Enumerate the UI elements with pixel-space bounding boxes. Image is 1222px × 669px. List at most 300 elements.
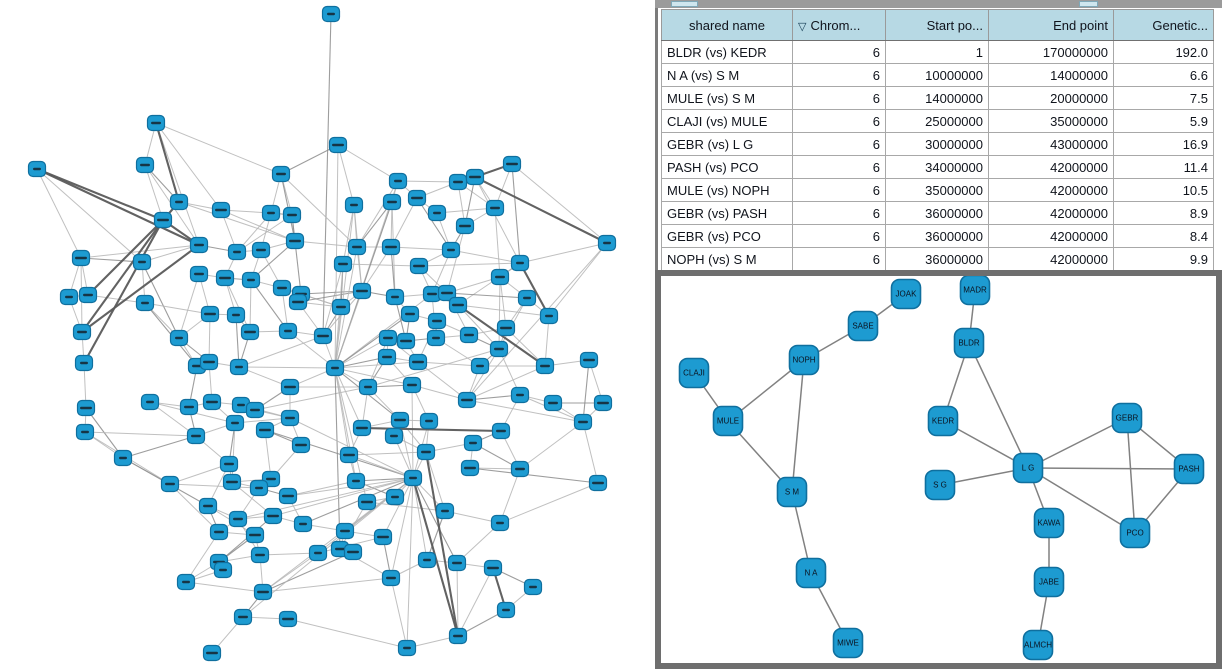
- network-node[interactable]: [263, 206, 280, 221]
- network-node[interactable]: [581, 353, 598, 368]
- network-edge: [520, 422, 583, 469]
- network-node[interactable]: [418, 445, 435, 460]
- network-node[interactable]: [485, 561, 502, 576]
- node-label: [597, 402, 609, 404]
- node-label: [583, 359, 595, 361]
- network-node[interactable]: [224, 475, 241, 490]
- node-label: [194, 244, 204, 246]
- network-node[interactable]: [512, 256, 529, 271]
- network-node[interactable]: [599, 236, 616, 251]
- network-node[interactable]: [379, 350, 396, 365]
- scrollbar-thumb[interactable]: [671, 1, 698, 7]
- network-node[interactable]: [354, 421, 371, 436]
- cell-genetic: 16.9: [1114, 133, 1214, 156]
- network-node[interactable]: [273, 167, 290, 182]
- node-label: [502, 609, 510, 611]
- network-node[interactable]: [465, 436, 482, 451]
- network-node[interactable]: [487, 201, 504, 216]
- node-label: [548, 402, 558, 404]
- node-label: [432, 320, 442, 322]
- cell-genetic: 7.5: [1114, 87, 1214, 110]
- node-label: [487, 567, 499, 569]
- network-node[interactable]: [545, 396, 562, 411]
- network-node[interactable]: [188, 429, 205, 444]
- network-node[interactable]: [386, 429, 403, 444]
- network-node[interactable]: [327, 361, 344, 376]
- cell-start-position: 1: [886, 41, 989, 64]
- cell-shared-name: GEBR (vs) PCO: [662, 225, 793, 248]
- network-node[interactable]: [310, 546, 327, 561]
- network-node[interactable]: [247, 403, 264, 418]
- network-node[interactable]: [287, 234, 304, 249]
- network-node[interactable]: [265, 509, 282, 524]
- network-edge: [37, 169, 163, 220]
- node-label: SABE: [852, 321, 874, 331]
- table-row[interactable]: [662, 87, 1214, 110]
- network-node[interactable]: [392, 413, 409, 428]
- network-edge[interactable]: [969, 343, 1028, 468]
- node-label: [412, 361, 424, 363]
- network-edge: [145, 165, 163, 220]
- network-node[interactable]: [148, 116, 165, 131]
- node-label: [80, 407, 92, 409]
- table-header-row: [662, 10, 1214, 41]
- cell-shared-name: MULE (vs) NOPH: [662, 179, 793, 202]
- network-edge: [467, 243, 607, 400]
- network-node[interactable]: [345, 545, 362, 560]
- network-edge: [292, 215, 301, 294]
- cell-start-position: 36000000: [886, 225, 989, 248]
- network-node-SG[interactable]: [926, 471, 955, 500]
- node-label: [267, 515, 279, 517]
- table-row[interactable]: [662, 110, 1214, 133]
- node-label: [413, 265, 425, 267]
- network-node[interactable]: [235, 610, 252, 625]
- network-node[interactable]: [227, 416, 244, 431]
- cell-shared-name: BLDR (vs) KEDR: [662, 41, 793, 64]
- node-label: [495, 276, 505, 278]
- network-node-MADR[interactable]: [961, 276, 990, 305]
- table-row[interactable]: [662, 202, 1214, 225]
- network-node[interactable]: [429, 314, 446, 329]
- network-node[interactable]: [359, 495, 376, 510]
- node-label: CLAJI: [683, 368, 705, 378]
- network-node[interactable]: [155, 213, 172, 228]
- table-row[interactable]: [662, 179, 1214, 202]
- network-node[interactable]: [383, 571, 400, 586]
- node-label: [157, 219, 169, 221]
- network-node[interactable]: [493, 424, 510, 439]
- cell-shared-name: N A (vs) S M: [662, 64, 793, 87]
- network-node[interactable]: [274, 281, 291, 296]
- network-node-LG[interactable]: [1014, 454, 1043, 483]
- network-node[interactable]: [74, 325, 91, 340]
- cell-shared-name: GEBR (vs) PASH: [662, 202, 793, 225]
- network-node[interactable]: [341, 448, 358, 463]
- network-node[interactable]: [115, 451, 132, 466]
- network-node[interactable]: [450, 175, 467, 190]
- network-edge: [475, 177, 520, 263]
- network-node[interactable]: [429, 206, 446, 221]
- network-node[interactable]: [201, 355, 218, 370]
- cell-shared-name: GEBR (vs) L G: [662, 133, 793, 156]
- network-node[interactable]: [387, 290, 404, 305]
- splitter-handle[interactable]: [1079, 1, 1098, 7]
- network-node[interactable]: [428, 331, 445, 346]
- network-node[interactable]: [137, 296, 154, 311]
- network-node[interactable]: [73, 251, 90, 266]
- network-node[interactable]: [142, 395, 159, 410]
- column-header-start-position[interactable]: Start po...: [886, 10, 989, 41]
- network-node[interactable]: [191, 238, 208, 253]
- node-label: [409, 477, 417, 479]
- node-label: [464, 467, 476, 469]
- network-node[interactable]: [252, 548, 269, 563]
- network-node[interactable]: [242, 325, 259, 340]
- node-label: [578, 421, 588, 423]
- network-node[interactable]: [402, 307, 419, 322]
- cell-chromosome: 6: [793, 64, 886, 87]
- network-node-PASH[interactable]: [1175, 455, 1204, 484]
- column-header-shared-name[interactable]: shared name: [662, 10, 793, 41]
- network-node[interactable]: [349, 240, 366, 255]
- cell-start-position: 36000000: [886, 248, 989, 271]
- node-label: [447, 249, 455, 251]
- network-node-JOAK[interactable]: [892, 280, 921, 309]
- node-label: [338, 263, 348, 265]
- node-label: [140, 164, 150, 166]
- network-node-CLAJI[interactable]: [680, 359, 709, 388]
- network-node[interactable]: [181, 400, 198, 415]
- network-node[interactable]: [243, 273, 260, 288]
- network-node[interactable]: [409, 191, 426, 206]
- column-header-chromosome[interactable]: ▽ Chrom...: [793, 10, 886, 41]
- network-node[interactable]: [354, 284, 371, 299]
- column-header-end-point[interactable]: End point: [989, 10, 1114, 41]
- node-label: [391, 296, 399, 298]
- node-label: [255, 487, 263, 489]
- network-node[interactable]: [492, 270, 509, 285]
- network-node-MULE[interactable]: [714, 407, 743, 436]
- network-node-SABE[interactable]: [849, 312, 878, 341]
- node-label: [377, 536, 389, 538]
- network-node[interactable]: [323, 7, 340, 22]
- network-node[interactable]: [525, 580, 542, 595]
- node-label: [282, 618, 294, 620]
- network-node[interactable]: [595, 396, 612, 411]
- network-node-PCO[interactable]: [1121, 519, 1150, 548]
- node-label: [285, 417, 295, 419]
- network-node[interactable]: [213, 203, 230, 218]
- table-row[interactable]: [662, 248, 1214, 271]
- network-node[interactable]: [230, 512, 247, 527]
- network-node[interactable]: [398, 334, 415, 349]
- network-edge: [470, 468, 598, 483]
- network-node[interactable]: [204, 646, 221, 661]
- node-label: [244, 331, 256, 333]
- network-node-SM[interactable]: [778, 478, 807, 507]
- edge-attribute-table: [661, 9, 1214, 271]
- node-label: [235, 366, 243, 368]
- network-edge: [451, 250, 520, 263]
- node-label: [65, 296, 73, 298]
- network-node[interactable]: [575, 415, 592, 430]
- panel-divider: [655, 8, 658, 270]
- network-node[interactable]: [467, 170, 484, 185]
- network-node[interactable]: [191, 267, 208, 282]
- node-label: [453, 635, 463, 637]
- node-label: [75, 257, 87, 259]
- network-node[interactable]: [134, 255, 151, 270]
- filter-icon[interactable]: ▽: [798, 20, 807, 33]
- network-edge: [419, 263, 520, 266]
- network-node-ALMCH[interactable]: [1024, 631, 1053, 660]
- network-node-NA[interactable]: [797, 559, 826, 588]
- network-node[interactable]: [295, 517, 312, 532]
- network-node-NOPH[interactable]: [790, 346, 819, 375]
- network-node[interactable]: [162, 477, 179, 492]
- network-node[interactable]: [211, 525, 228, 540]
- network-node[interactable]: [421, 414, 438, 429]
- network-node[interactable]: [215, 563, 232, 578]
- network-edge: [495, 208, 500, 277]
- network-node[interactable]: [384, 195, 401, 210]
- network-node[interactable]: [171, 195, 188, 210]
- network-edge[interactable]: [1127, 418, 1135, 533]
- node-label: NOPH: [792, 355, 816, 365]
- network-node[interactable]: [405, 471, 422, 486]
- network-node[interactable]: [383, 240, 400, 255]
- node-label: [224, 463, 234, 465]
- node-label: [327, 13, 335, 15]
- node-label: [476, 365, 484, 367]
- cell-genetic: 6.6: [1114, 64, 1214, 87]
- node-label: [343, 454, 355, 456]
- network-node[interactable]: [504, 157, 521, 172]
- table-row[interactable]: [662, 225, 1214, 248]
- network-node[interactable]: [255, 585, 272, 600]
- network-node[interactable]: [512, 462, 529, 477]
- node-label: [80, 362, 88, 364]
- network-node[interactable]: [335, 257, 352, 272]
- network-edge: [37, 169, 81, 258]
- cell-chromosome: 6: [793, 202, 886, 225]
- table-row[interactable]: [662, 41, 1214, 64]
- network-node[interactable]: [462, 461, 479, 476]
- node-label: [386, 577, 396, 579]
- node-label: [206, 401, 218, 403]
- network-edge: [458, 568, 493, 636]
- node-label: [233, 251, 241, 253]
- node-label: MIWE: [837, 638, 859, 648]
- node-label: [432, 337, 440, 339]
- network-node[interactable]: [437, 504, 454, 519]
- cell-end-point: 35000000: [989, 110, 1114, 133]
- network-node[interactable]: [77, 425, 94, 440]
- node-label: [421, 451, 431, 453]
- network-node-JABE[interactable]: [1035, 568, 1064, 597]
- node-label: [175, 337, 183, 339]
- network-node[interactable]: [419, 553, 436, 568]
- network-node[interactable]: [541, 309, 558, 324]
- network-node[interactable]: [253, 243, 270, 258]
- network-node[interactable]: [410, 355, 427, 370]
- network-node[interactable]: [457, 219, 474, 234]
- network-node[interactable]: [450, 629, 467, 644]
- network-node[interactable]: [498, 321, 515, 336]
- network-node[interactable]: [171, 331, 188, 346]
- node-label: [331, 367, 339, 369]
- node-label: S M: [784, 487, 800, 497]
- cell-end-point: 43000000: [989, 133, 1114, 156]
- network-node[interactable]: [280, 612, 297, 627]
- network-node[interactable]: [251, 481, 268, 496]
- network-edge: [343, 264, 419, 266]
- table-row[interactable]: [662, 64, 1214, 87]
- cell-shared-name: CLAJI (vs) MULE: [662, 110, 793, 133]
- network-node[interactable]: [137, 158, 154, 173]
- network-node[interactable]: [280, 489, 297, 504]
- network-node[interactable]: [491, 342, 508, 357]
- node-label: [266, 478, 276, 480]
- network-node[interactable]: [450, 298, 467, 313]
- network-edge: [335, 368, 362, 428]
- node-label: [219, 569, 227, 571]
- network-node[interactable]: [221, 457, 238, 472]
- network-node[interactable]: [399, 641, 416, 656]
- cell-end-point: 42000000: [989, 225, 1114, 248]
- network-node[interactable]: [247, 528, 264, 543]
- node-label: [441, 292, 453, 294]
- node-label: [184, 406, 194, 408]
- network-node-MIWE[interactable]: [834, 629, 863, 658]
- network-node-GEBR[interactable]: [1113, 404, 1142, 433]
- network-node[interactable]: [348, 474, 365, 489]
- node-label: [407, 384, 417, 386]
- node-label: PCO: [1126, 528, 1144, 538]
- node-label: [400, 340, 412, 342]
- table-row[interactable]: [662, 133, 1214, 156]
- node-label: [255, 554, 265, 556]
- network-node[interactable]: [590, 476, 607, 491]
- subnetwork-canvas[interactable]: [661, 276, 1216, 663]
- network-node[interactable]: [449, 556, 466, 571]
- network-node[interactable]: [333, 300, 350, 315]
- network-node[interactable]: [380, 331, 397, 346]
- node-label: [231, 422, 239, 424]
- network-node[interactable]: [76, 356, 93, 371]
- network-node-BLDR[interactable]: [955, 329, 984, 358]
- table-top-scrollbar[interactable]: [655, 0, 1222, 8]
- network-node[interactable]: [78, 401, 95, 416]
- network-node-KAWA[interactable]: [1035, 509, 1064, 538]
- network-node[interactable]: [204, 395, 221, 410]
- network-node[interactable]: [290, 295, 307, 310]
- network-edge: [583, 360, 589, 422]
- network-node[interactable]: [360, 380, 377, 395]
- network-node[interactable]: [29, 162, 46, 177]
- network-node[interactable]: [337, 524, 354, 539]
- network-node[interactable]: [375, 530, 392, 545]
- node-label: MULE: [716, 416, 740, 426]
- network-node[interactable]: [411, 259, 428, 274]
- node-label: [356, 290, 368, 292]
- node-label: [390, 435, 398, 437]
- network-node[interactable]: [461, 328, 478, 343]
- node-label: [352, 480, 360, 482]
- network-node[interactable]: [443, 243, 460, 258]
- network-node[interactable]: [498, 603, 515, 618]
- node-label: [364, 386, 372, 388]
- node-label: [423, 559, 431, 561]
- cell-start-position: 35000000: [886, 179, 989, 202]
- cell-end-point: 42000000: [989, 179, 1114, 202]
- network-node[interactable]: [282, 411, 299, 426]
- network-node[interactable]: [280, 324, 297, 339]
- network-node[interactable]: [217, 271, 234, 286]
- network-node[interactable]: [202, 307, 219, 322]
- network-node[interactable]: [293, 438, 310, 453]
- network-node[interactable]: [231, 360, 248, 375]
- column-header-genetic[interactable]: Genetic...: [1114, 10, 1214, 41]
- node-label: L G: [1021, 463, 1035, 473]
- cell-start-position: 10000000: [886, 64, 989, 87]
- network-node[interactable]: [200, 499, 217, 514]
- network-edge: [239, 336, 323, 367]
- network-node[interactable]: [282, 380, 299, 395]
- network-node-KEDR[interactable]: [929, 407, 958, 436]
- network-node[interactable]: [178, 575, 195, 590]
- node-label: [289, 240, 301, 242]
- cell-genetic: 8.4: [1114, 225, 1214, 248]
- network-node[interactable]: [315, 329, 332, 344]
- cell-chromosome: 6: [793, 156, 886, 179]
- network-node[interactable]: [459, 393, 476, 408]
- node-label: [387, 201, 397, 203]
- node-label: [214, 531, 224, 533]
- network-node[interactable]: [387, 490, 404, 505]
- network-edge: [295, 241, 357, 247]
- network-node[interactable]: [519, 291, 536, 306]
- network-node[interactable]: [390, 174, 407, 189]
- network-node[interactable]: [330, 138, 347, 153]
- node-label: BLDR: [958, 338, 980, 348]
- table-row[interactable]: [662, 156, 1214, 179]
- node-label: [453, 181, 463, 183]
- node-label: N A: [804, 568, 818, 578]
- network-node[interactable]: [537, 359, 554, 374]
- network-node[interactable]: [257, 423, 274, 438]
- node-label: [336, 306, 346, 308]
- network-node[interactable]: [228, 308, 245, 323]
- node-label: [267, 212, 275, 214]
- node-label: [194, 273, 204, 275]
- network-edge[interactable]: [1028, 468, 1189, 469]
- network-node[interactable]: [284, 208, 301, 223]
- subnetwork-panel[interactable]: [655, 270, 1222, 669]
- network-node[interactable]: [61, 290, 78, 305]
- network-node[interactable]: [80, 288, 97, 303]
- network-edge[interactable]: [792, 360, 804, 492]
- node-label: [433, 212, 441, 214]
- network-edge: [412, 385, 413, 478]
- network-node[interactable]: [229, 245, 246, 260]
- network-node[interactable]: [472, 359, 489, 374]
- network-node[interactable]: [512, 388, 529, 403]
- network-node[interactable]: [404, 378, 421, 393]
- network-node[interactable]: [346, 198, 363, 213]
- network-node[interactable]: [492, 516, 509, 531]
